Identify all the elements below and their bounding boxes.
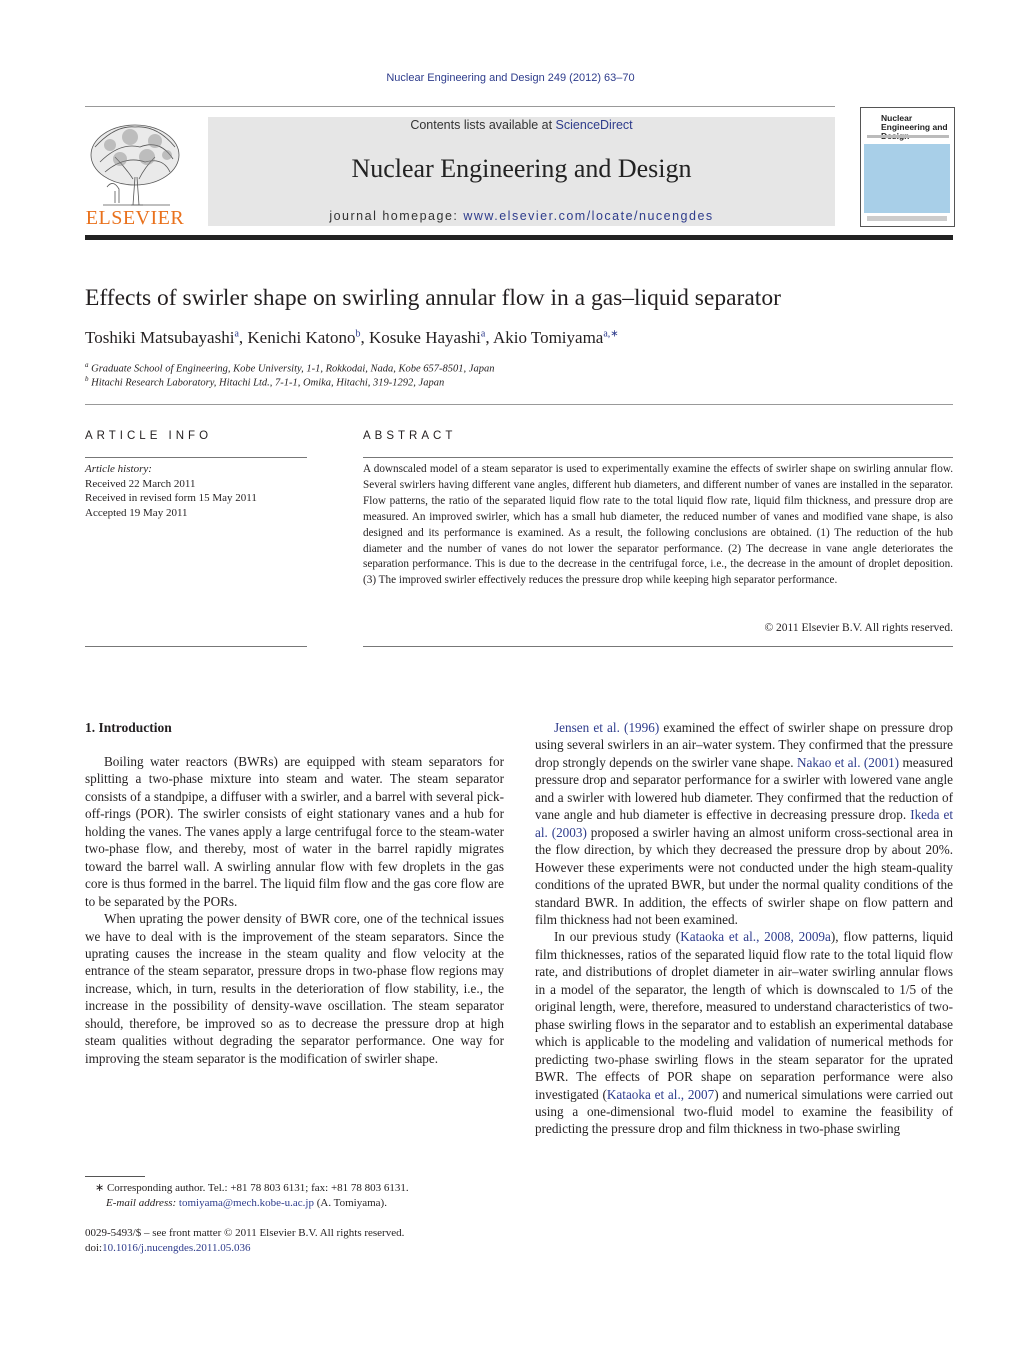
email-link[interactable]: tomiyama@mech.kobe-u.ac.jp bbox=[178, 1197, 314, 1209]
author-sep: , bbox=[360, 328, 370, 347]
journal-banner bbox=[208, 117, 835, 226]
contents-prefix: Contents lists available at bbox=[410, 118, 556, 132]
cover-image bbox=[864, 144, 950, 213]
contents-line bbox=[208, 118, 835, 132]
author-name: Toshiki Matsubayashi bbox=[85, 328, 235, 347]
issn-line: 0029-5493/$ – see front matter © 2011 Elsevier B.V. All rights reserved. bbox=[85, 1227, 405, 1239]
affiliation bbox=[85, 375, 953, 389]
title-rule bbox=[85, 404, 953, 405]
header-thick-rule bbox=[85, 235, 953, 240]
history-label: Article history: bbox=[85, 463, 152, 475]
citation-link[interactable]: Jensen et al. (1996) bbox=[554, 720, 660, 735]
affiliation-text: Graduate School of Engineering, Kobe University, 1-1, Rokkodai, Nada, Kobe 657-8501, Japan bbox=[91, 363, 495, 375]
elsevier-wordmark: ELSEVIER bbox=[85, 207, 185, 229]
body-column-right bbox=[535, 719, 953, 1138]
journal-cover-thumbnail bbox=[860, 107, 955, 227]
paragraph: Boiling water reactors (BWRs) are equipped with steam separators for splitting a two-phase mixture into steam and water. The steam separator consists of a standpipe, a diffuser with a swirler, and a barrel with several pick-off-rings (POR). The swirler consists of eight stationary vanes and a hub for holding the vanes. The vanes apply a large centrifugal force to the steam-water two-phase flow, and thereby, most of water in the barrel rapidly migrates toward the barrel wall. A swirling annular flow with few droplets in the gas core is thus formed in the barrel. The liquid film flow and the gas core flow are to be separated by the PORs. bbox=[85, 754, 504, 909]
paragraph-text: ), flow patterns, liquid film thicknesses, ratios of the separated liquid flow rate to the total liquid flow rate, and distributions of droplet diameter in air–water swirling annular flows in a model of the separator, the length of which is downscaled to 1/5 of the original length, were, therefore, measured to understand characteristics of two-phase swirling flows in the separator and to establish an experimental database which is applicable to the modeling and validation of numerical methods for predicting two-phase swirling flows in the steam separator for the uprated BWR. The effects of POR shape on separation performance were also investigated ( bbox=[535, 929, 953, 1102]
homepage-line bbox=[208, 209, 835, 223]
elsevier-logo bbox=[85, 117, 185, 229]
author-affil-mark[interactable]: a bbox=[234, 328, 239, 340]
citation-link[interactable]: Kataoka et al., 2007 bbox=[606, 1086, 715, 1102]
paragraph-text: examined the effect of swirler shape on pressure drop using several swirlers in an air–water system. They confirmed that the pressure drop strongly depends on the swirler vane shape. bbox=[535, 720, 953, 770]
footnote-rule bbox=[85, 1176, 145, 1177]
abstract-text: A downscaled model of a steam separator is used to experimentally examine the effects of swirler shape on swirling annular flow. Several swirlers having different vane angles, different hub diameters, and different number of vanes are installed in the separator. Flow patterns, the ratio of the separated liquid flow rate to the total liquid flow rate, liquid film thickness, and pressure drop are measured. An improved swirler, which has a small hub diameter, the reduced number of vanes and modified vane shape, is also designed and its performance is examined. As a result, the following conclusions are obtained. (1) The reduction of the hub diameter and the number of vanes do not lower the separator performance. (2) The decrease in vane angle deteriorates the separation performance. This is due to the decrease in the centrifugal force, i.e., the decrease in the amount of droplet deposition. (3) The improved swirler effectively reduces the pressure drop while keeping high separator performance. bbox=[363, 463, 953, 587]
footnote-text: Corresponding author. Tel.: +81 78 803 6131; fax: +81 78 803 6131. bbox=[104, 1182, 409, 1194]
cover-footer-bar bbox=[867, 216, 947, 221]
author-affil-mark[interactable]: b bbox=[355, 328, 361, 340]
email-suffix: (A. Tomiyama). bbox=[313, 1197, 387, 1209]
paragraph-text: In our previous study ( bbox=[554, 929, 681, 945]
doi-prefix: doi: bbox=[85, 1242, 103, 1254]
abstract-heading: ABSTRACT bbox=[363, 430, 457, 442]
citation-link[interactable]: Nakao et al. (2001) bbox=[796, 754, 900, 770]
author-sep: , bbox=[238, 328, 248, 347]
email-label: E-mail address: bbox=[106, 1197, 177, 1209]
affiliation-mark: a bbox=[85, 361, 89, 369]
article-info-rule bbox=[85, 457, 307, 458]
paragraph-text: ) and numerical simulations were carried out using a one-dimensional two-fluid model to examine the feasibility of predicting the pressure drop and film thickness in two-phase swirling bbox=[535, 1086, 953, 1137]
paragraph-text: proposed a swirler having an almost uniform cross-sectional area in the flow direction, by which they decreased the pressure drop by about 20%. However these experiments were not conducted under the high steam-quality conditions of the uprated BWR, but under the normal quality conditions of the standard BWR. In addition, the effects of swirler shape on flow pattern and film thickness had not been examined. bbox=[535, 824, 953, 927]
author-affil-mark[interactable]: a,∗ bbox=[603, 328, 619, 340]
header-rule bbox=[85, 106, 835, 107]
history-received: Received 22 March 2011 bbox=[85, 477, 196, 490]
journal-citation: Nuclear Engineering and Design 249 (2012) 63–70 bbox=[386, 72, 635, 84]
journal-title: Nuclear Engineering and Design bbox=[351, 154, 692, 183]
corresponding-author-footnote bbox=[85, 1181, 515, 1196]
author-name: Kenichi Katono bbox=[247, 328, 356, 347]
affiliation bbox=[85, 361, 953, 375]
article-info-bottom-rule bbox=[85, 646, 307, 647]
abstract-bottom-rule bbox=[363, 646, 953, 647]
cover-subtitle-bar bbox=[867, 135, 949, 138]
abstract-copyright: © 2011 Elsevier B.V. All rights reserved. bbox=[764, 622, 953, 634]
section-heading-introduction: 1. Introduction bbox=[85, 720, 172, 735]
affiliation-text: Hitachi Research Laboratory, Hitachi Ltd., 7-1-1, Omika, Hitachi, 319-1292, Japan bbox=[91, 377, 445, 389]
doi-line bbox=[85, 1241, 505, 1256]
abstract-rule bbox=[363, 457, 953, 458]
email-footnote bbox=[85, 1196, 526, 1211]
author-name: Kosuke Hayashi bbox=[369, 328, 481, 347]
author-affil-mark[interactable]: a bbox=[480, 328, 486, 340]
article-history bbox=[85, 462, 307, 520]
history-accepted: Accepted 19 May 2011 bbox=[85, 506, 188, 519]
paragraph bbox=[535, 928, 953, 1137]
sciencedirect-link[interactable]: ScienceDirect bbox=[555, 118, 633, 132]
doi-link[interactable]: 10.1016/j.nucengdes.2011.05.036 bbox=[102, 1242, 251, 1254]
article-title: Effects of swirler shape on swirling annular flow in a gas–liquid separator bbox=[85, 285, 781, 311]
author-name: Akio Tomiyama bbox=[492, 328, 604, 347]
citation-link[interactable]: Ikeda et al. (2003) bbox=[535, 807, 953, 840]
author-list bbox=[85, 328, 953, 348]
homepage-link[interactable]: www.elsevier.com/locate/nucengdes bbox=[463, 209, 714, 223]
paragraph bbox=[535, 719, 953, 928]
author-sep: , bbox=[485, 328, 493, 347]
paragraph-text: measured pressure drop and separator performance for a swirler with lowered vane angle and a swirler with lowered hub diameter. They confirmed that the reduction of vane angle and hub diameter is effective in decreasing pressure drop. bbox=[535, 754, 953, 823]
affiliation-mark: b bbox=[85, 375, 89, 383]
history-revised: Received in revised form 15 May 2011 bbox=[85, 492, 257, 504]
article-info-heading: ARTICLE INFO bbox=[85, 430, 213, 442]
paragraph: When uprating the power density of BWR core, one of the technical issues we have to deal with is the improvement of the steam separators. Since the uprating causes the increase in the steam quality and flow velocity at the entrance of the steam separator, pressure drops in two-phase flow regions may increase, which, in turn, results in the deterioration of flow stability, i.e., the increase in the possibility of density-wave oscillation. The steam separator should, therefore, be improved so as to decrease the pressure drop at high steam qualities without degrading the separator performance. One way for improving the steam separator is the modification of swirler shape. bbox=[85, 911, 504, 1066]
homepage-prefix: journal homepage: bbox=[329, 209, 464, 223]
cover-title: Nuclear Engineering and bbox=[881, 113, 948, 132]
citation-link[interactable]: Kataoka et al., 2008, 2009a bbox=[680, 929, 831, 945]
body-column-left bbox=[85, 753, 504, 1067]
footnote-mark: ∗ bbox=[95, 1182, 105, 1194]
